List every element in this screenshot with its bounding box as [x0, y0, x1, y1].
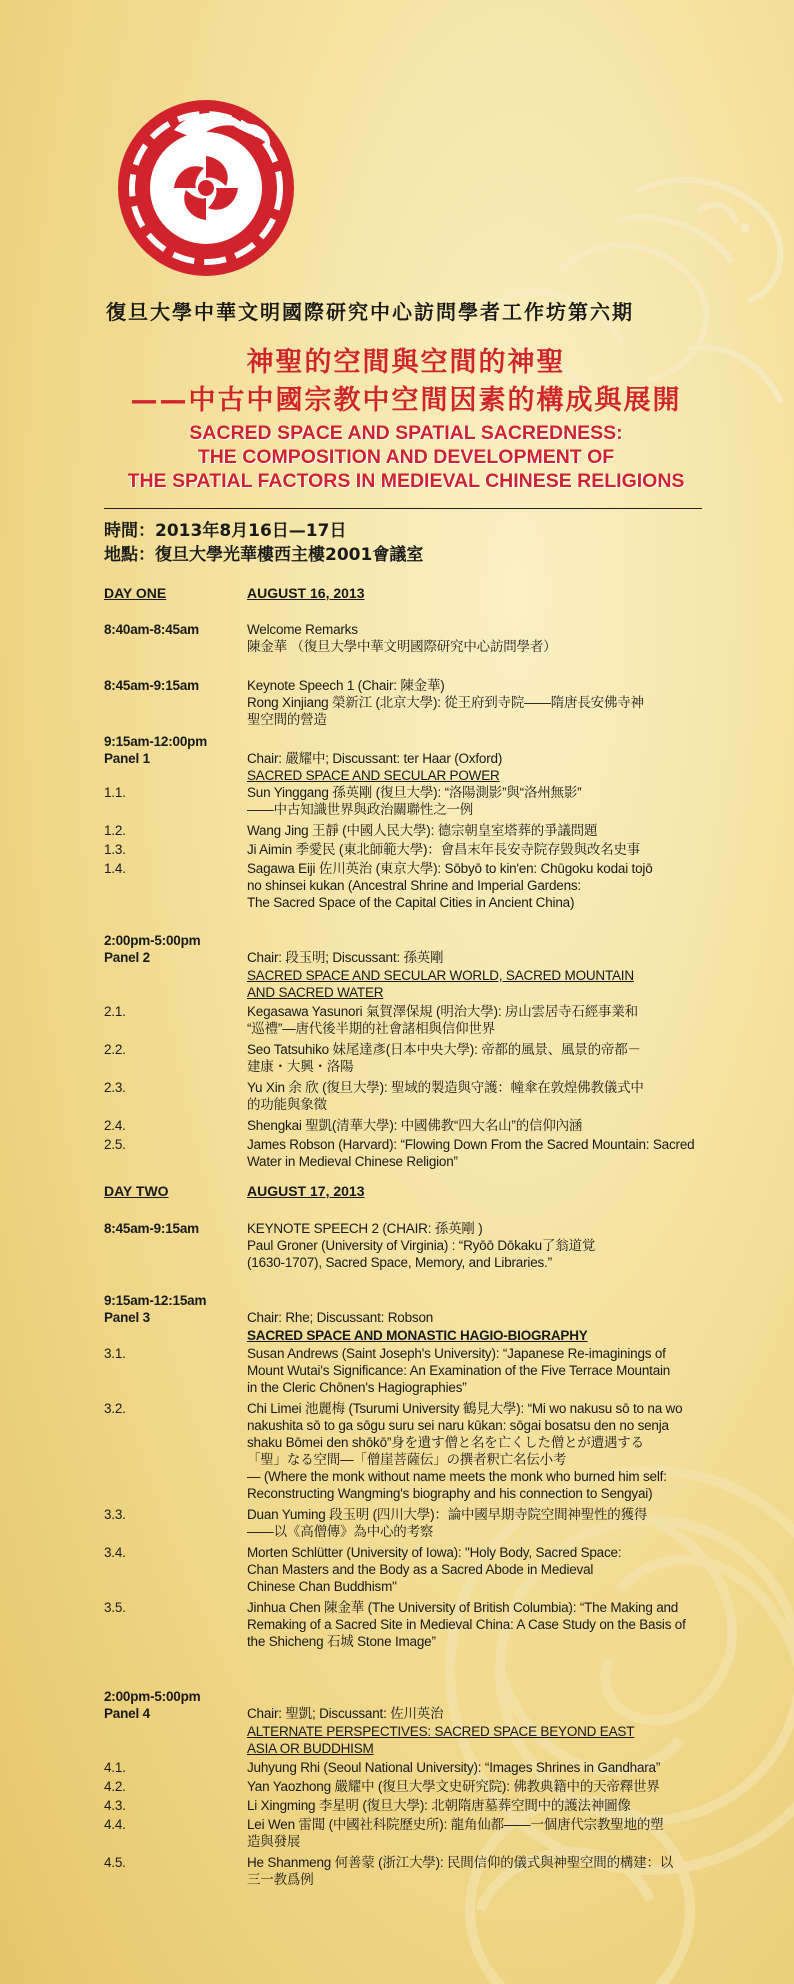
list-item-cont: Chinese Chan Buddhism" — [247, 1579, 397, 1594]
list-item: Sagawa Eiji 佐川英治 (東京大學): Sōbyō to kin'en: Chūgoku kodai tojō — [247, 861, 653, 876]
panel-time: 2:00pm-5:00pm — [104, 933, 201, 948]
list-item-cont: “巡禮”—唐代後半期的社會諸相與信仰世界 — [247, 1021, 495, 1036]
workshop-series-title: 復旦大學中華文明國際研究中心訪問學者工作坊第六期 — [106, 300, 634, 324]
item-number: 3.4. — [104, 1545, 126, 1560]
day-two-label: DAY TWO — [104, 1183, 169, 1199]
panel-time: 9:15am-12:15am — [104, 1293, 207, 1308]
panel-time: 9:15am-12:00pm — [104, 734, 208, 749]
panel-theme-cont: ASIA OR BUDDHISM — [247, 1741, 374, 1756]
list-item: Juhyung Rhi (Seoul National University): “Images Shrines in Gandhara” — [247, 1760, 661, 1775]
panel-label: Panel 1 — [104, 751, 150, 766]
day-two-date: AUGUST 17, 2013 — [247, 1183, 365, 1199]
panel-theme-cont: AND SACRED WATER — [247, 985, 384, 1000]
panel-chair: Chair: 聖凱; Discussant: 佐川英治 — [247, 1706, 444, 1721]
list-item: James Robson (Harvard): “Flowing Down From the Sacred Mountain: Sacred — [247, 1137, 695, 1152]
list-item: Susan Andrews (Saint Joseph's University): “Japanese Re-imaginings of — [247, 1346, 666, 1361]
item-number: 1.2. — [104, 823, 126, 838]
event-place: 地點：復旦大學光華樓西主樓2001會議室 — [104, 545, 424, 565]
keynote-speaker: Rong Xinjiang 榮新江 (北京大學): 從王府到寺院——隋唐長安佛寺神 — [247, 695, 644, 710]
item-number: 2.4. — [104, 1118, 126, 1133]
list-item: He Shanmeng 何善蒙 (浙江大學): 民間信仰的儀式與神聖空間的構建：以 — [247, 1855, 674, 1870]
list-item-cont: 的功能與象徵 — [247, 1097, 327, 1112]
list-item-cont: ——以《高僧傳》為中心的考察 — [247, 1524, 434, 1539]
list-item: Li Xingming 李星明 (復旦大學): 北朝隋唐墓葬空間中的護法神圖像 — [247, 1798, 631, 1813]
day-one-label: DAY ONE — [104, 585, 167, 601]
item-number: 1.4. — [104, 861, 126, 876]
panel-label: Panel 3 — [104, 1310, 150, 1325]
list-item: Shengkai 聖凱(清華大學): 中國佛教“四大名山”的信仰內涵 — [247, 1118, 583, 1133]
list-item: Yan Yaozhong 嚴耀中 (復旦大學文史研究院): 佛教典籍中的天帝釋世界 — [247, 1779, 660, 1794]
list-item: Duan Yuming 段玉明 (四川大學)：論中國早期寺院空間神聖性的獲得 — [247, 1507, 648, 1522]
list-item: Yu Xin 余 欣 (復旦大學): 聖域的製造與守護：幢傘在敦煌佛教儀式中 — [247, 1080, 644, 1095]
item-number: 3.2. — [104, 1401, 126, 1416]
list-item-cont: no shinsei kukan (Ancestral Shrine and Imperial Gardens: — [247, 878, 581, 893]
item-number: 4.1. — [104, 1760, 126, 1775]
list-item-cont: shaku Bōmei den shōkō”身を遺す僧と名を亡くした僧とが遭遇する — [247, 1435, 644, 1450]
panel-chair: Chair: 嚴耀中; Discussant: ter Haar (Oxford) — [247, 751, 503, 766]
list-item: Jinhua Chen 陳金華 (The University of British Columbia): “The Making and — [247, 1600, 679, 1615]
keynote-speaker-cont: (1630-1707), Sacred Space, Memory, and Libraries.” — [247, 1255, 552, 1270]
panel-theme: SACRED SPACE AND MONASTIC HAGIO-BIOGRAPHY — [247, 1328, 588, 1343]
list-item-cont: 「聖」なる空間—「僧崖菩薩伝」の撰者釈亡名伝小考 — [247, 1452, 567, 1467]
panel-chair: Chair: Rhe; Discussant: Robson — [247, 1310, 434, 1325]
title-cn-line1: 神聖的空間與空間的神聖 — [246, 347, 566, 378]
welcome-remarks: Welcome Remarks — [247, 622, 358, 637]
welcome-speaker: 陳金華 （復旦大學中華文明國際研究中心訪問學者） — [247, 639, 557, 654]
list-item-cont: ——中古知識世界與政治關聯性之一例 — [247, 802, 474, 817]
session-time: 8:40am-8:45am — [104, 622, 199, 637]
list-item: Seo Tatsuhiko 妹尾達彥(日本中央大學): 帝都的風景、風景的帝都－ — [247, 1042, 641, 1057]
list-item-cont: The Sacred Space of the Capital Cities in Ancient China) — [247, 895, 575, 910]
list-item-cont: 造與發展 — [247, 1834, 301, 1849]
item-number: 4.2. — [104, 1779, 126, 1794]
keynote-title: KEYNOTE SPEECH 2 (CHAIR: 孫英剛 ) — [247, 1221, 483, 1236]
list-item: Ji Aimin 季愛民 (東北師範大學)：會昌末年長安寺院存毀與改名史事 — [247, 842, 641, 857]
panel-theme: SACRED SPACE AND SECULAR POWER — [247, 768, 500, 783]
item-number: 1.1. — [104, 785, 126, 800]
keynote-title: Keynote Speech 1 (Chair: 陳金華) — [247, 678, 445, 693]
list-item: Sun Yinggang 孫英剛 (復旦大學): “洛陽測影”與“洛州無影” — [247, 785, 582, 800]
list-item-cont: 建康・大興・洛陽 — [247, 1059, 354, 1074]
list-item-cont: Remaking of a Sacred Site in Medieval China: A Case Study on the Basis of — [247, 1617, 686, 1632]
day-one-date: AUGUST 16, 2013 — [247, 585, 365, 601]
list-item-cont: Water in Medieval Chinese Religion” — [247, 1154, 458, 1169]
title-en-line3: THE SPATIAL FACTORS IN MEDIEVAL CHINESE RELIGIONS — [127, 470, 685, 492]
list-item-cont: Reconstructing Wangming's biography and his connection to Sengyai) — [247, 1486, 653, 1501]
item-number: 4.3. — [104, 1798, 126, 1813]
list-item-cont: Chan Masters and the Body as a Sacred Abode in Medieval — [247, 1562, 594, 1577]
header-divider — [104, 508, 702, 509]
item-number: 4.4. — [104, 1817, 126, 1832]
title-cn-line2: ——中古中國宗教中空間因素的構成與展開 — [130, 385, 682, 416]
item-number: 1.3. — [104, 842, 126, 857]
list-item-cont: 三一教爲例 — [247, 1872, 314, 1887]
panel-label: Panel 4 — [104, 1706, 150, 1721]
item-number: 2.5. — [104, 1137, 126, 1152]
panel-theme: ALTERNATE PERSPECTIVES: SACRED SPACE BEYOND EAST — [247, 1724, 635, 1739]
panel-theme: SACRED SPACE AND SECULAR WORLD, SACRED MOUNTAIN — [247, 968, 634, 983]
list-item-cont: Mount Wutai's Significance: An Examination of the Five Terrace Mountain — [247, 1363, 671, 1378]
item-number: 3.5. — [104, 1600, 126, 1615]
item-number: 2.3. — [104, 1080, 126, 1095]
keynote-speaker-cont: 聖空間的營造 — [247, 712, 327, 727]
title-en-line2: THE COMPOSITION AND DEVELOPMENT OF — [197, 446, 615, 468]
list-item-cont: — (Where the monk without name meets the monk who burned him self: — [247, 1469, 667, 1484]
list-item: Kegasawa Yasunori 氣賀澤保規 (明治大學): 房山雲居寺石經事業和 — [247, 1004, 638, 1019]
item-number: 3.3. — [104, 1507, 126, 1522]
session-time: 8:45am-9:15am — [104, 1221, 199, 1236]
session-time: 8:45am-9:15am — [104, 678, 199, 693]
list-item-cont: in the Cleric Chōnen's Hagiographies” — [247, 1380, 467, 1395]
panel-chair: Chair: 段玉明; Discussant: 孫英剛 — [247, 950, 444, 965]
list-item-cont: nakushita sō to ga sōgu suru sei naru kūkan: sōgai bosatsu den no senja — [247, 1418, 669, 1433]
list-item-cont: the Shicheng 石城 Stone Image” — [247, 1634, 436, 1649]
item-number: 2.2. — [104, 1042, 126, 1057]
list-item: Chi Limei 池麗梅 (Tsurumi University 鶴見大學): “Mi wo nakusu sō to na wo — [247, 1401, 683, 1416]
panel-time: 2:00pm-5:00pm — [104, 1689, 201, 1704]
item-number: 3.1. — [104, 1346, 126, 1361]
item-number: 4.5. — [104, 1855, 126, 1870]
keynote-speaker: Paul Groner (University of Virginia) : “Ryōō Dōkaku了翁道覚 — [247, 1238, 596, 1253]
list-item: Lei Wen 雷聞 (中國社科院歷史所): 龍角仙都——一個唐代宗教聖地的塑 — [247, 1817, 664, 1832]
list-item: Wang Jing 王靜 (中國人民大學): 德宗朝皇室塔葬的爭議問題 — [247, 823, 598, 838]
event-time: 時間：2013年8月16日—17日 — [104, 521, 347, 541]
item-number: 2.1. — [104, 1004, 126, 1019]
title-en-line1: SACRED SPACE AND SPATIAL SACREDNESS: — [189, 422, 623, 444]
list-item: Morten Schlütter (University of Iowa): "Holy Body, Sacred Space: — [247, 1545, 622, 1560]
panel-label: Panel 2 — [104, 950, 150, 965]
